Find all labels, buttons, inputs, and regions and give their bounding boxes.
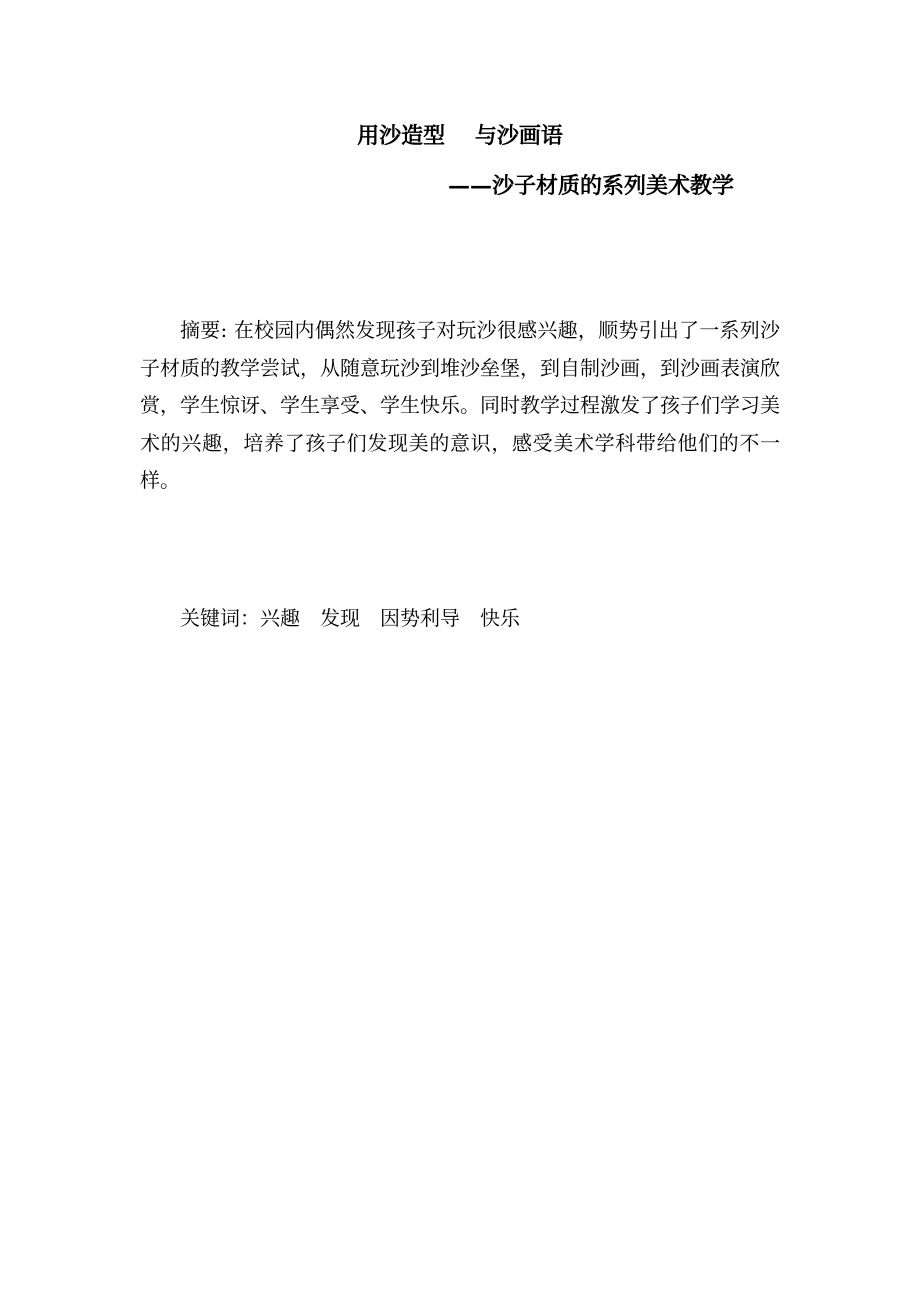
abstract-paragraph [140, 312, 780, 500]
document-title: 用沙造型 与沙画语 [357, 123, 563, 149]
abstract-text: 在校园内偶然发现孩子对玩沙很感兴趣，顺势引出了一系列沙子材质的教学尝试，从随意玩沙到堆沙垒堡，到自制沙画，到沙画表演欣赏，学生惊讶、学生享受、学生快乐。同时教学过程激发了孩子们学习美术的兴趣，培养了孩子们发现美的意识，感受美术学科带给他们的不一样。 [140, 318, 780, 493]
document-subtitle: ——沙子材质的系列美术教学 [448, 173, 735, 199]
keywords-label: 关键词： [180, 606, 260, 630]
keywords-line [180, 600, 520, 636]
abstract-label: 摘要: [180, 318, 228, 342]
keywords-text: 兴趣 发现 因势利导 快乐 [260, 606, 520, 630]
